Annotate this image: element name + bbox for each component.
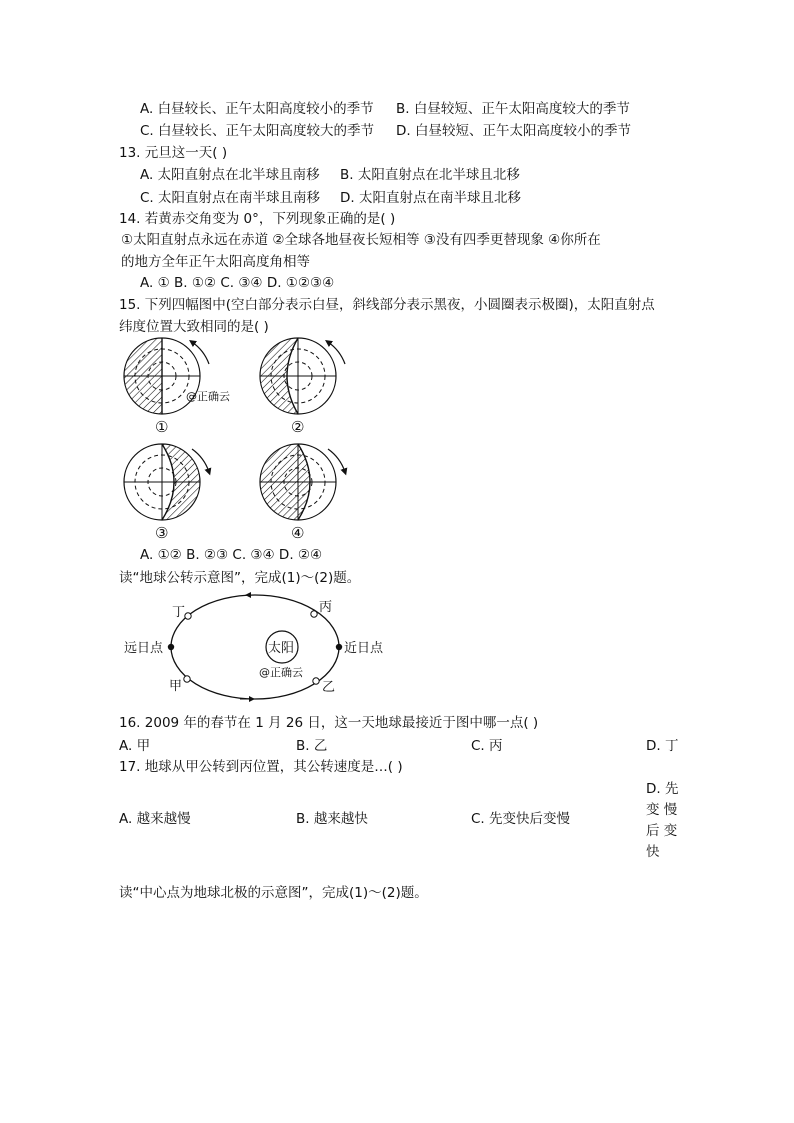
q12-option-d: D. 白昼较短、正午太阳高度较小的季节: [396, 123, 631, 139]
orbit-watermark: @正确云: [259, 666, 303, 679]
q16-option-d: D. 丁: [646, 738, 679, 754]
q17-option-b: B. 越来越快: [296, 811, 368, 827]
q15-watermark: @正确云: [186, 390, 230, 403]
sun-label: 太阳: [268, 641, 295, 656]
point-ding-label: 丁: [172, 605, 186, 620]
diagram-label-4: ④: [291, 524, 305, 542]
q13-stem: 13. 元旦这一天( ): [119, 145, 228, 161]
q15-options: A. ①② B. ②③ C. ③④ D. ②④: [140, 547, 323, 563]
q17-option-c: C. 先变快后变慢: [471, 811, 571, 827]
q14-statements-line1: ①太阳直射点永远在赤道 ②全球各地昼夜长短相等 ③没有四季更替现象 ④你所在: [121, 232, 601, 248]
q13-option-d: D. 太阳直射点在南半球且北移: [340, 190, 521, 206]
pole-intro: 读“中心点为地球北极的示意图”，完成(1)～(2)题。: [119, 885, 428, 901]
diagram-label-3: ③: [155, 524, 169, 542]
q17-option-a: A. 越来越慢: [119, 811, 191, 827]
q13-option-a: A. 太阳直射点在北半球且南移: [140, 167, 320, 183]
q16-stem: 16. 2009 年的春节在 1 月 26 日，这一天地球最接近于图中哪一点( ): [119, 715, 539, 731]
perihelion-label: 近日点: [344, 641, 384, 656]
q12-option-a: A. 白昼较长、正午太阳高度较小的季节: [140, 101, 374, 117]
q12-option-c: C. 白昼较长、正午太阳高度较大的季节: [140, 123, 375, 139]
q17-option-d-line1: D. 先: [646, 781, 679, 797]
orbit-intro: 读“地球公转示意图”，完成(1)～(2)题。: [119, 570, 361, 586]
point-yi-label: 乙: [322, 680, 336, 695]
q16-option-a: A. 甲: [119, 738, 151, 754]
diagram-label-2: ②: [291, 418, 305, 436]
point-jia-label: 甲: [169, 679, 183, 694]
q17-stem: 17. 地球从甲公转到丙位置，其公转速度是…( ): [119, 759, 403, 775]
q14-stem: 14. 若黄赤交角变为 0°，下列现象正确的是( ): [119, 211, 396, 227]
q15-stem-line1: 15. 下列四幅图中(空白部分表示白昼，斜线部分表示黑夜，小圆圈表示极圈)，太阳直射点: [119, 297, 655, 313]
q15-stem-line2: 纬度位置大致相同的是( ): [119, 319, 269, 335]
q14-options: A. ① B. ①② C. ③④ D. ①②③④: [140, 275, 335, 291]
q17-option-d-line2: 变 慢: [646, 802, 678, 818]
q13-option-b: B. 太阳直射点在北半球且北移: [340, 167, 520, 183]
q14-statements-line2: 的地方全年正午太阳高度角相等: [121, 254, 310, 270]
q12-option-b: B. 白昼较短、正午太阳高度较大的季节: [396, 101, 630, 117]
q16-option-c: C. 丙: [471, 738, 503, 754]
q13-option-c: C. 太阳直射点在南半球且南移: [140, 190, 321, 206]
q17-option-d-line4: 快: [646, 844, 660, 860]
diagram-label-1: ①: [155, 418, 169, 436]
point-bing-label: 丙: [319, 600, 333, 615]
aphelion-label: 远日点: [124, 641, 164, 656]
q17-option-d-line3: 后 变: [646, 823, 678, 839]
q16-option-b: B. 乙: [296, 738, 328, 754]
